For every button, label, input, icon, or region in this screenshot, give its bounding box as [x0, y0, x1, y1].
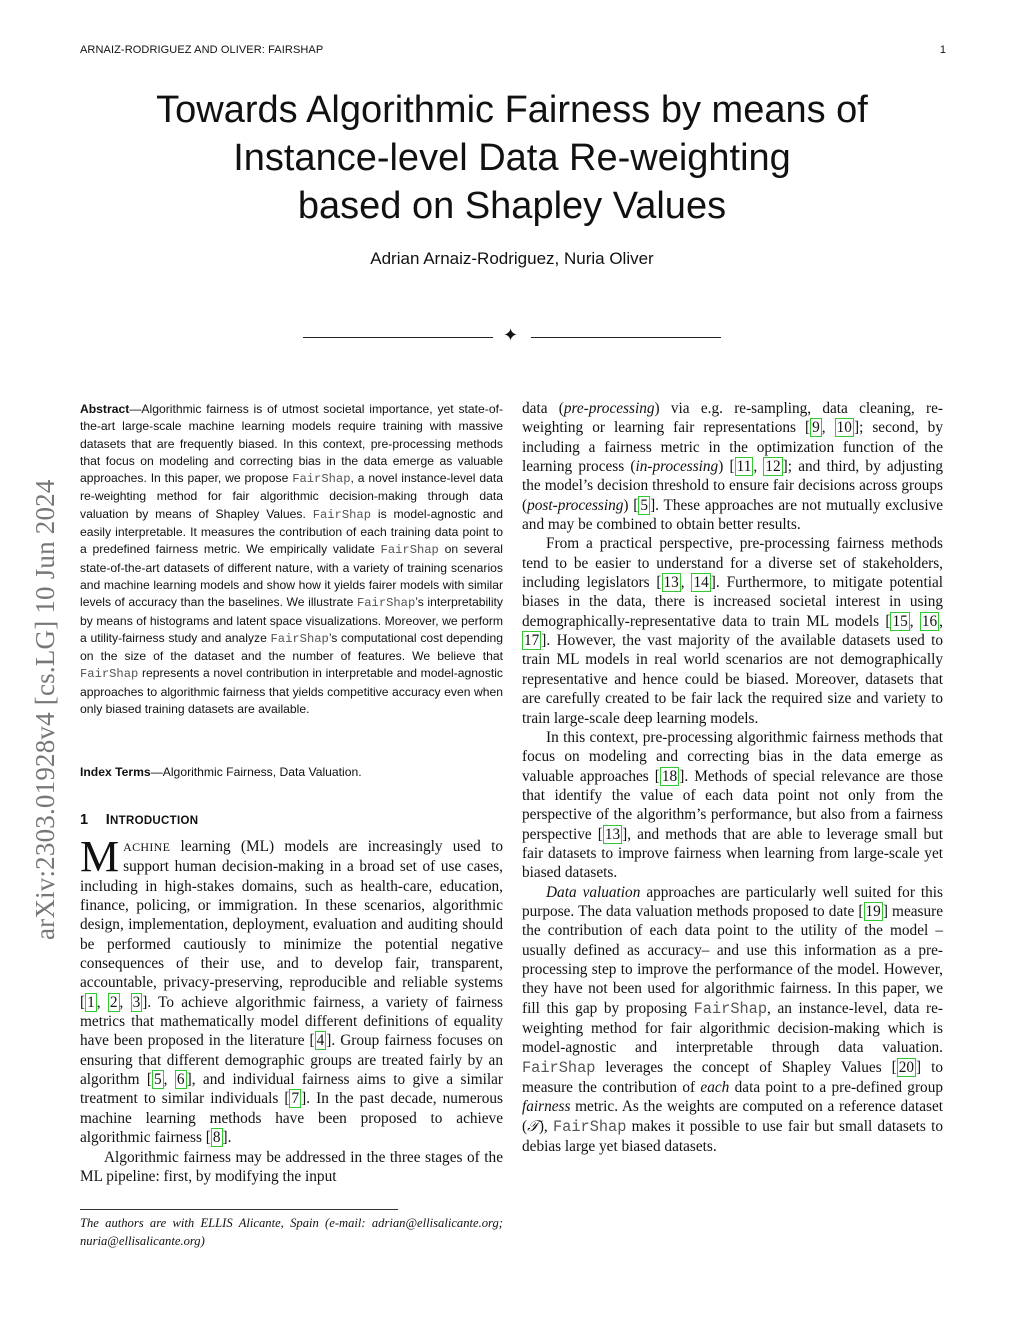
intro-paragraph-1: MACHINE learning (ML) models are increasingly used to support human decision-making in a broad set of use cases, including in high-stakes domains, such as health-care, education, finance, policing, or immigration. In these scenarios, algorithmic design, implementation, deployment, evaluation and auditing should be performed cautiously to minimize the potential negative consequences of their use, and to develop fair, transparent, accountable, privacy-preserving, reproducible and reliable systems [ 1 , 2 , 3 ]. To achieve algorithmic fairness, a variety of fairness metrics that mathematically model different definitions of equality have been proposed in the literature [ 4 ]. Group fairness focuses on ensuring that different demographic groups are treated fairly by an algorithm [ 5 , 6 ], and individual fairness aims to give a similar treatment to similar individuals [ 7 ]. In the past decade, numerous machine learning methods have been proposed to achieve algorithmic fairness [ 8 ].	[80, 832, 503, 1147]
method-name: FairShap	[522, 1058, 596, 1077]
citation-link[interactable]: 15	[892, 612, 908, 630]
section-heading: 1 INTRODUCTION	[80, 812, 199, 828]
abstract-label: Abstract	[80, 402, 130, 416]
citation-link[interactable]: 19	[865, 902, 881, 920]
abstract: Abstract—Algorithmic fairness is of utmost societal importance, yet state-of-the-art large-scale machine learning models require training with massive datasets that are frequently biased. In this context, pre-processing methods that focus on modeling and correcting bias in the data emerge as valuable approaches. In this paper, we propose FairShap, a novel instance-level data re-weighting method for fair algorithmic decision-making through data valuation by means of Shapley Values. FairShap is model-agnostic and easily interpretable. It measures the contribution of each training data point to a predefined fairness metric. We empirically validate FairShap on several state-of-the-art datasets of different nature, with a variety of training scenarios and machine learning models and show how it yields fairer models with similar levels of accuracy than the baselines. We illustrate FairShap’s interpretability by means of histograms and latent space visualizations. Moreover, we perform a utility-fairness study and analyze FairShap’s computational cost depending on the size of the dataset and the number of features. We believe that FairShap represents a novel contribution in interpretable and model-agnostic approaches to algorithmic fairness that yields competitive accuracy even when only biased training datasets are available.	[80, 402, 503, 717]
footnote: The authors are with ELLIS Alicante, Spain (e-mail: adrian@ellisalicante.org; nuria@ellisalicante.org)	[80, 1216, 503, 1248]
citation-link[interactable]: 5	[154, 1071, 162, 1089]
citation-link[interactable]: 17	[524, 632, 540, 650]
citation-link[interactable]: 9	[812, 419, 820, 437]
right-paragraph-1: data (pre-processing) via e.g. re-sampling, data cleaning, re-weighting or learning fair representations [ 9 , 10 ]; second, by including a fairness metric in the optimization function of the learning process (in-processing) [ 11 , 12 ]; and third, by adjusting the model’s decision threshold to ensure fair decisions across groups (post-processing) [ 5 ]. These approaches are not mutually exclusive and may be combined to obtain better results.	[522, 400, 944, 534]
citation-link[interactable]: 2	[109, 993, 118, 1011]
page-number: 1	[939, 44, 946, 56]
index-terms-label: Index Terms	[80, 765, 151, 779]
drop-cap: M	[80, 832, 120, 881]
introduction-text	[80, 832, 503, 1186]
citation-link[interactable]: 3	[132, 993, 141, 1011]
citation-link[interactable]: 4	[316, 1032, 325, 1050]
citation-link[interactable]: 5	[640, 496, 649, 514]
divider-left	[303, 337, 493, 338]
method-name: FairShap	[356, 596, 416, 611]
citation-link[interactable]: 11	[736, 458, 752, 476]
method-name: FairShap	[380, 543, 439, 558]
citation-link[interactable]: 10	[836, 419, 852, 437]
citation-link[interactable]: 16	[921, 612, 938, 630]
citation-link[interactable]: 13	[663, 574, 679, 592]
citation-link[interactable]: 12	[765, 458, 781, 476]
citation-link[interactable]: 20	[898, 1058, 915, 1076]
right-paragraph-2: From a practical perspective, pre-processing fairness methods tend to be easier to understand for a diverse set of stakeholders, including legislators [ 13 , 14 ]. Furthermore, to mitigate potential biases in the data, there is increased societal interest in using demographically-representative data to train ML models [ 15 , 16 , 17 ]. However, the vast majority of the available datasets used to train ML models in real world scenarios are not demographically representative and hence could be biased. Moreover, datasets that are carefully created to be fair lack the required size and variety to train large-scale deep learning models.	[522, 535, 943, 727]
method-name: FairShap	[693, 999, 768, 1018]
method-name: FairShap	[80, 667, 139, 682]
citation-link[interactable]: 13	[604, 825, 621, 843]
right-paragraph-3: In this context, pre-processing algorithmic fairness methods that focus on modeling and correcting bias in the data emerge as valuable approaches [ 18 ]. Methods of special relevance are those that identify the value of each data point not only from the perspective of the algorithm’s performance, but also from a fairness perspective [ 13 ], and methods that are able to leverage small but fair datasets to improve fairness when learning from large-scale yet biased datasets.	[522, 728, 943, 882]
footnote-rule	[80, 1209, 398, 1210]
paper-title	[0, 86, 1024, 230]
citation-link[interactable]: 18	[661, 767, 678, 785]
title-line-2: Instance-level Data Re-weighting	[233, 137, 791, 179]
citation-link[interactable]: 7	[291, 1090, 300, 1108]
citation-link[interactable]: 6	[176, 1071, 185, 1089]
arxiv-stamp: arXiv:2303.01928v4 [cs.LG] 10 Jun 2024	[30, 479, 60, 940]
right-paragraph-4: Data valuation approaches are particularly well suited for this purpose. The data valuation methods proposed to date [ 19 ] measure the contribution of each data point to the utility of the model –usually defined as accuracy– and use this information as a pre-processing step to improve the performance of the model. However, they have not been used for algorithmic fairness. In this paper, we fill this gap by proposing FairShap, an instance-level, data re-weighting method for fair algorithmic decision-making which is model-agnostic and interpretable through data valuation. FairShap leverages the concept of Shapley Values [ 20 ] to measure the contribution of each data point to a pre-defined group fairness metric. As the weights are computed on a reference dataset (𝒯), FairShap makes it possible to use fair but small datasets to debias large yet biased datasets.	[522, 883, 944, 1156]
index-terms: Index Terms—Algorithmic Fairness, Data Valuation.	[80, 765, 362, 779]
citation-link[interactable]: 1	[87, 993, 95, 1011]
method-name: FairShap	[312, 507, 371, 522]
title-line-1: Towards Algorithmic Fairness by means of	[156, 89, 868, 131]
title-line-3: based on Shapley Values	[297, 185, 727, 227]
authors: Adrian Arnaiz-Rodriguez, Nuria Oliver	[370, 249, 654, 268]
intro-paragraph-2: Algorithmic fairness may be addressed in the three stages of the ML pipeline: first, by modifying the input	[80, 1148, 503, 1185]
divider-diamond-icon: ✦	[503, 325, 519, 346]
divider-right	[531, 337, 721, 338]
running-title: ARNAIZ-RODRIGUEZ AND OLIVER: FAIRSHAP	[80, 44, 324, 56]
citation-link[interactable]: 14	[693, 574, 709, 592]
method-name: FairShap	[270, 631, 329, 646]
method-name: FairShap	[552, 1117, 627, 1136]
method-name: FairShap	[292, 472, 351, 487]
right-column-text	[522, 399, 943, 1156]
citation-link[interactable]: 8	[212, 1129, 221, 1147]
